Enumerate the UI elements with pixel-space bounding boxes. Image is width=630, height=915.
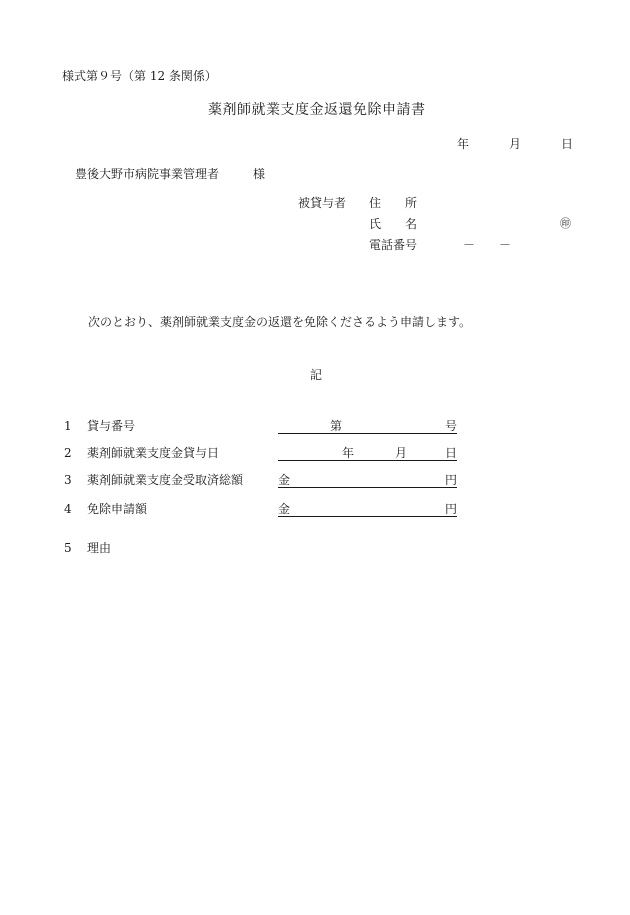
- addressee-honorific: 様: [253, 167, 266, 181]
- exemption-amount-suffix: 円: [445, 502, 458, 516]
- request-statement: 次のとおり、薬剤師就業支度金の返還を免除くださるよう申請します。: [88, 315, 472, 329]
- phone-dash-1: －: [463, 238, 476, 252]
- date-day-label: 日: [561, 137, 574, 151]
- item-label-received-total: 薬剤師就業支度金受取済総額: [87, 473, 244, 487]
- seal-mark: ㊞: [560, 217, 571, 230]
- loan-number-suffix: 号: [445, 419, 458, 433]
- date-month-label: 月: [509, 137, 522, 151]
- ki-heading: 記: [310, 368, 323, 382]
- loan-date-underline: [278, 460, 457, 461]
- address-label-char-2: 所: [405, 196, 418, 210]
- loan-date-day: 日: [445, 446, 458, 460]
- item-number: 3: [64, 473, 72, 487]
- item-label-loan-date: 薬剤師就業支度金貸与日: [87, 446, 220, 460]
- item-label-loan-number: 貸与番号: [87, 419, 136, 433]
- form-number-label: 様式第９号（第 12 条関係）: [62, 69, 217, 83]
- item-number: 1: [64, 419, 72, 433]
- phone-dash-2: －: [499, 238, 512, 252]
- address-label-char-1: 住: [369, 196, 382, 210]
- item-number: 2: [64, 446, 72, 460]
- item-number: 4: [64, 502, 72, 516]
- item-label-reason: 理由: [87, 541, 112, 555]
- received-total-prefix: 金: [278, 473, 291, 487]
- loan-number-prefix: 第: [330, 419, 343, 433]
- name-label-char-1: 氏: [369, 217, 382, 231]
- item-number: 5: [64, 541, 72, 555]
- phone-label: 電話番号: [369, 238, 418, 252]
- received-total-underline: [278, 487, 457, 488]
- document-title: 薬剤師就業支度金返還免除申請書: [208, 102, 426, 118]
- loan-date-year: 年: [342, 446, 355, 460]
- received-total-suffix: 円: [445, 473, 458, 487]
- addressee: 豊後大野市病院事業管理者: [75, 167, 220, 181]
- applicant-role-label: 被貸与者: [298, 196, 347, 210]
- exemption-amount-underline: [278, 516, 457, 517]
- loan-number-underline: [278, 433, 457, 434]
- date-year-label: 年: [457, 137, 470, 151]
- loan-date-month: 月: [395, 446, 408, 460]
- exemption-amount-prefix: 金: [278, 502, 291, 516]
- name-label-char-2: 名: [405, 217, 418, 231]
- item-label-exemption-amount: 免除申請額: [87, 502, 148, 516]
